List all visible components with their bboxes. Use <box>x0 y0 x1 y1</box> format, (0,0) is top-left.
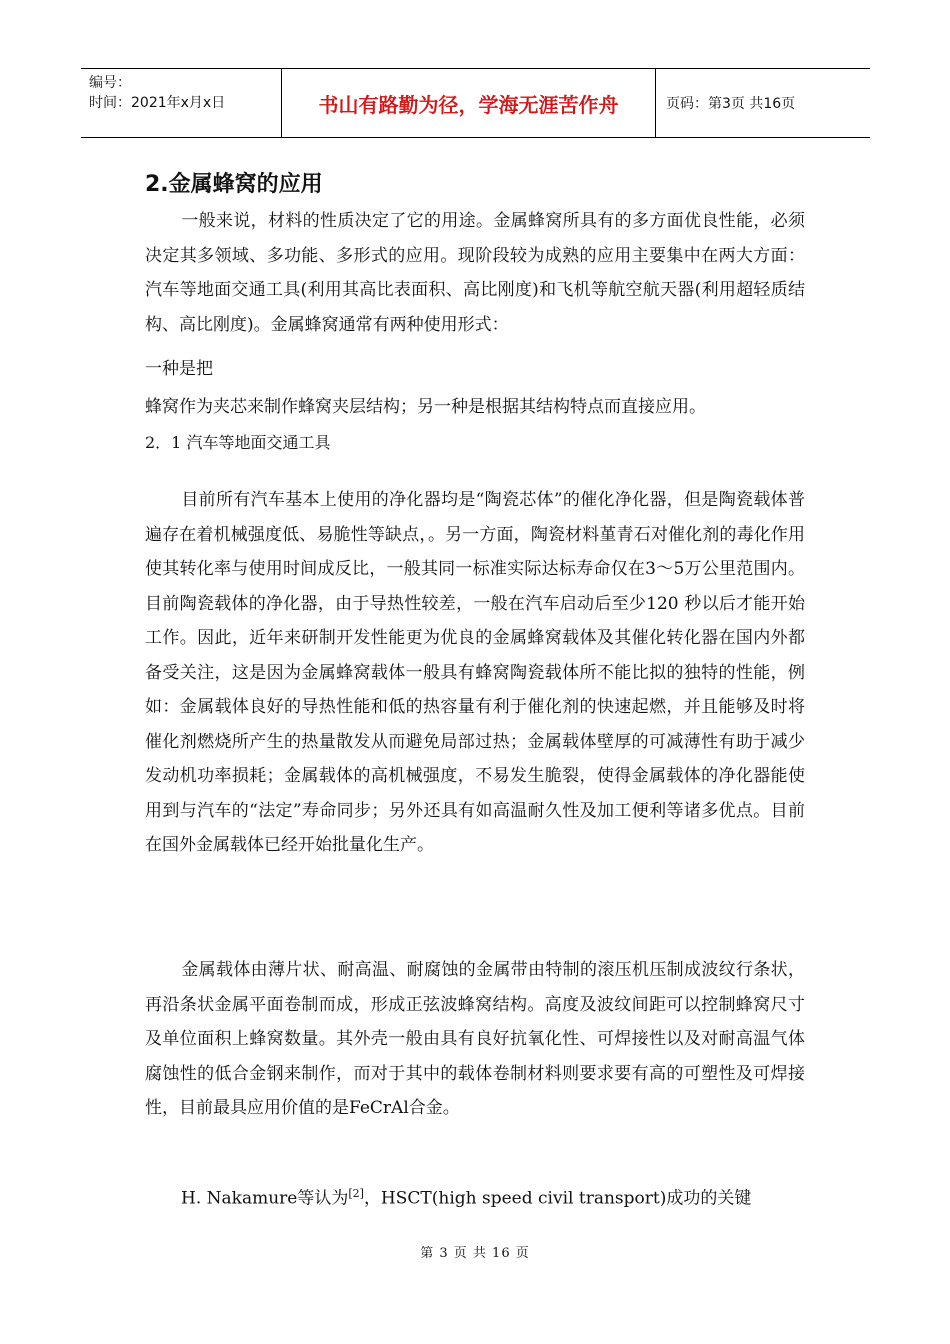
para2-text: 金属载体由薄片状、耐高温、耐腐蚀的金属带由特制的滚压机压制成波纹行条状，再沿条状金属平面卷制而成，形成正弦波蜂窝结构。高度及波纹间距可以控制蜂窝尺寸及单位面积上蜂窝数量。其外壳一般由具有良好抗氧化性、可焊接性以及对耐高温气体腐蚀性的低合金钢来制作，而对于其中的载体卷制材料则要求要有高的可塑性及可焊接性，目前最具应用价值的是FeCrAl合金。 <box>145 960 805 1118</box>
body-paragraph-2 <box>145 953 805 1126</box>
citation-ref: [2] <box>348 1187 364 1200</box>
header-page-info: 页码：第3页 共16页 <box>666 96 796 112</box>
intro-paragraph <box>145 204 805 342</box>
intro-line-2: 一种是把 <box>145 359 213 379</box>
time-label: 时间：2021年x月x日 <box>89 95 226 111</box>
subsection-title: 2．1 汽车等地面交通工具 <box>145 433 331 452</box>
section-title: 2.金属蜂窝的应用 <box>145 172 323 197</box>
body-paragraph-1 <box>145 483 805 863</box>
header-meta <box>81 69 282 137</box>
para3-text-a: H. Nakamure等认为 <box>181 1188 349 1209</box>
intro-text: 一般来说，材料的性质决定了它的用途。金属蜂窝所具有的多方面优良性能，必须决定其多领域、多功能、多形式的应用。现阶段较为成熟的应用主要集中在两大方面：汽车等地面交通工具(利用其高比表面积、高比刚度)和飞机等航空航天器(利用超轻质结构、高比刚度)。金属蜂窝通常有两种使用形式： <box>145 211 805 335</box>
page-footer: 第 3 页 共 16 页 <box>420 1246 530 1261</box>
number-label: 编号： <box>89 75 131 91</box>
body-paragraph-3 <box>145 1177 805 1216</box>
page-header <box>81 68 870 138</box>
intro-line-3: 蜂窝作为夹芯来制作蜂窝夹层结构；另一种是根据其结构特点而直接应用。 <box>145 397 706 417</box>
para3-text-b: ，HSCT(high speed civil transport)成功的关键 <box>363 1188 752 1209</box>
header-motto: 书山有路勤为径，学海无涯苦作舟 <box>282 69 656 137</box>
para1-text: 目前所有汽车基本上使用的净化器均是“陶瓷芯体”的催化净化器，但是陶瓷载体普遍存在着机械强度低、易脆性等缺点，。另一方面，陶瓷材料堇青石对催化剂的毒化作用使其转化率与使用时间成反比，一般其同一标准实际达标寿命仅在3～5万公里范围内。目前陶瓷载体的净化器，由于导热性较差，一般在汽车启动后至少120 秒以后才能开始工作。因此，近年来研制开发性能更为优良的金属蜂窝载体及其催化转化器在国内外都备受关注，这是因为金属蜂窝载体一般具有蜂窝陶瓷载体所不能比拟的独特的性能，例如：金属载体良好的导热性能和低的热容量有利于催化剂的快速起燃，并且能够及时将催化剂燃烧所产生的热量散发从而避免局部过热；金属载体壁厚的可减薄性有助于减少发动机功率损耗；金属载体的高机械强度，不易发生脆裂，使得金属载体的净化器能使用到与汽车的“法定”寿命同步；另外还具有如高温耐久性及加工便利等诸多优点。目前在国外金属载体已经开始批量化生产。 <box>145 490 805 855</box>
